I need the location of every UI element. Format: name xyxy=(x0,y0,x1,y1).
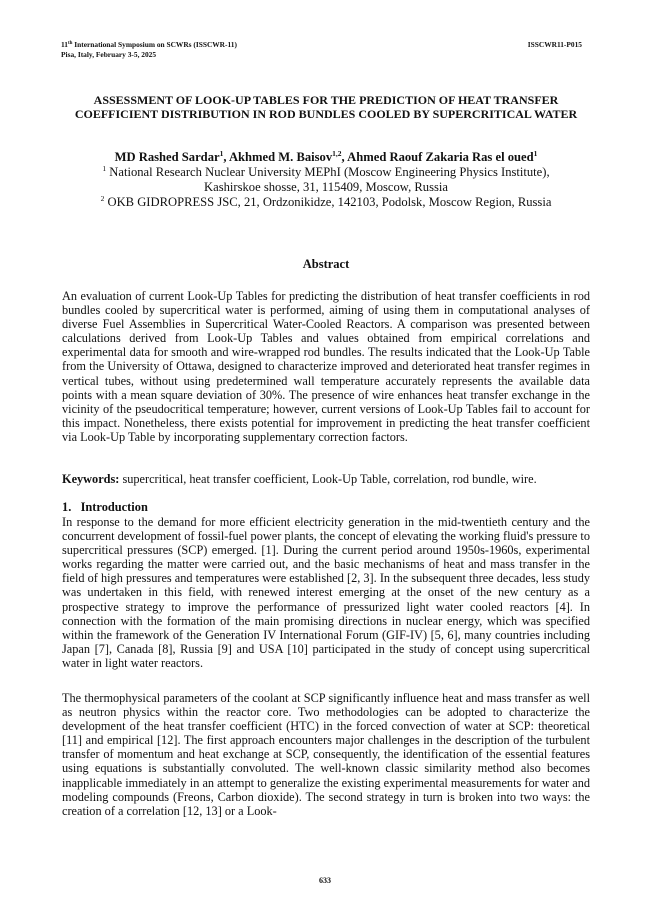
page-number: 633 xyxy=(319,876,331,885)
section-heading-introduction: 1. Introduction xyxy=(62,500,148,514)
conference-name xyxy=(61,40,237,50)
author-separator: , xyxy=(223,150,229,164)
author-affiliation-mark: 1 xyxy=(533,149,538,158)
author-block xyxy=(62,150,590,210)
author-name: MD Rashed Sardar xyxy=(114,150,220,164)
paper-title: ASSESSMENT OF LOOK-UP TABLES FOR THE PREDICTION OF HEAT TRANSFER COEFFICIENT DISTRIBUTION IN ROD BUNDLES COOLED BY SUPERCRITICAL WATER xyxy=(74,93,578,122)
paper-id: ISSCWR11-P015 xyxy=(527,40,582,49)
conference-name-rest: International Symposium on SCWRs (ISSCWR-11) xyxy=(72,40,237,49)
abstract-text: An evaluation of current Look-Up Tables for predicting the distribution of heat transfer coefficients in rod bundles cooled by supercritical water is performed, aiming of using them in computational analyses of diverse Fuel Assemblies in Supercritical Water-Cooled Reactors. A comparison was presented between calculations derived from Look-Up Tables and values obtained from empirical correlations and experimental data for smooth and wire-wrapped rod bundles. The results indicated that the Look-Up Table from the University of Ottawa, designed to characterize improved and deteriorated heat transfer regimes in vertical tubes, without using predetermined wall temperature accurately represents the available data points with a mean square deviation of 30%. The presence of wire enhances heat transfer exchange in the vicinity of the pseudocritical temperature; however, current versions of Look-Up Tables fail to account for this impact. Nonetheless, there exists potential for improvement in predicting the heat transfer coefficient via Look-Up Table by incorporating supplementary correction factors. xyxy=(62,289,590,444)
affiliation-text: National Research Nuclear University MEPhI (Moscow Engineering Physics Institute), xyxy=(109,165,550,179)
author-separator: , xyxy=(341,150,348,164)
keywords-label: Keywords: xyxy=(62,472,120,486)
author-name: Ahmed Raouf Zakaria Ras el oued xyxy=(347,150,534,164)
keywords xyxy=(62,472,590,486)
affiliation-number: 1 xyxy=(102,164,107,173)
introduction-paragraph-2: The thermophysical parameters of the coolant at SCP significantly influence heat and mass transfer as well as neutron physics within the reactor core. Two methodologies can be adopted to characterize the development of the heat transfer coefficient (HTC) in the forced convection of water at SCP: theoretical [11] and empirical [12]. The first approach encounters major challenges in the description of the turbulent transfer of momentum and heat exchange at SCP, consequently, the identification of the essential features using equations is substantially convoluted. The well-known classic similarity method also becomes inapplicable immediately in an attempt to generalize the existing experimental measurements for water and modeling compounds (Freons, Carbon dioxide). The second strategy in turn is broken into two ways: the creation of a correlation [12, 13] or a Look- xyxy=(62,691,590,818)
affiliation-number: 2 xyxy=(100,194,105,203)
author-affiliation-mark: 1 xyxy=(219,149,224,158)
author-list xyxy=(62,150,590,165)
conference-location: Pisa, Italy, February 3-5, 2025 xyxy=(61,49,157,59)
affiliation xyxy=(62,165,590,180)
affiliation-text: OKB GIDROPRESS JSC, 21, Ordzonikidze, 142103, Podolsk, Moscow Region, Russia xyxy=(107,195,552,209)
affiliation xyxy=(62,180,590,195)
conference-ordinal-suffix: th xyxy=(67,41,73,46)
affiliation xyxy=(62,195,590,210)
abstract-heading: Abstract xyxy=(302,257,350,271)
author-name: Akhmed M. Baisov xyxy=(228,150,333,164)
affiliation-text: Kashirskoe shosse, 31, 115409, Moscow, Russia xyxy=(204,180,448,194)
conference-ordinal: 11 xyxy=(61,40,68,49)
introduction-paragraph-1: In response to the demand for more efficient electricity generation in the mid-twentieth century and the concurrent development of fossil-fuel power plants, the concept of elevating the working fluid's pressure to supercritical pressures (SCP) emerged. [1]. During the current period around 1950s-1960s, experimental works regarding the matter were carried out, and the basic mechanisms of heat and mass transfer in the field of high pressures and temperatures were established [2, 3]. In the subsequent three decades, less study was undertaken in this field, with renewed interest emerging at the onset of the new century as a prospective strategy to improve the performance of pressurized light water cooled reactors [4]. In connection with the formation of the main promising directions in nuclear energy, which was specified within the framework of the Generation IV International Forum (GIF-IV) [5, 6], many countries including Japan [7], Canada [8], Russia [9] and USA [10] participated in the study of concept using supercritical water in light water reactors. xyxy=(62,515,590,670)
conference-header xyxy=(61,40,237,59)
author-affiliation-mark: 1,2 xyxy=(332,149,342,158)
keywords-list: supercritical, heat transfer coefficient, Look-Up Table, correlation, rod bundle, wire. xyxy=(119,472,537,486)
